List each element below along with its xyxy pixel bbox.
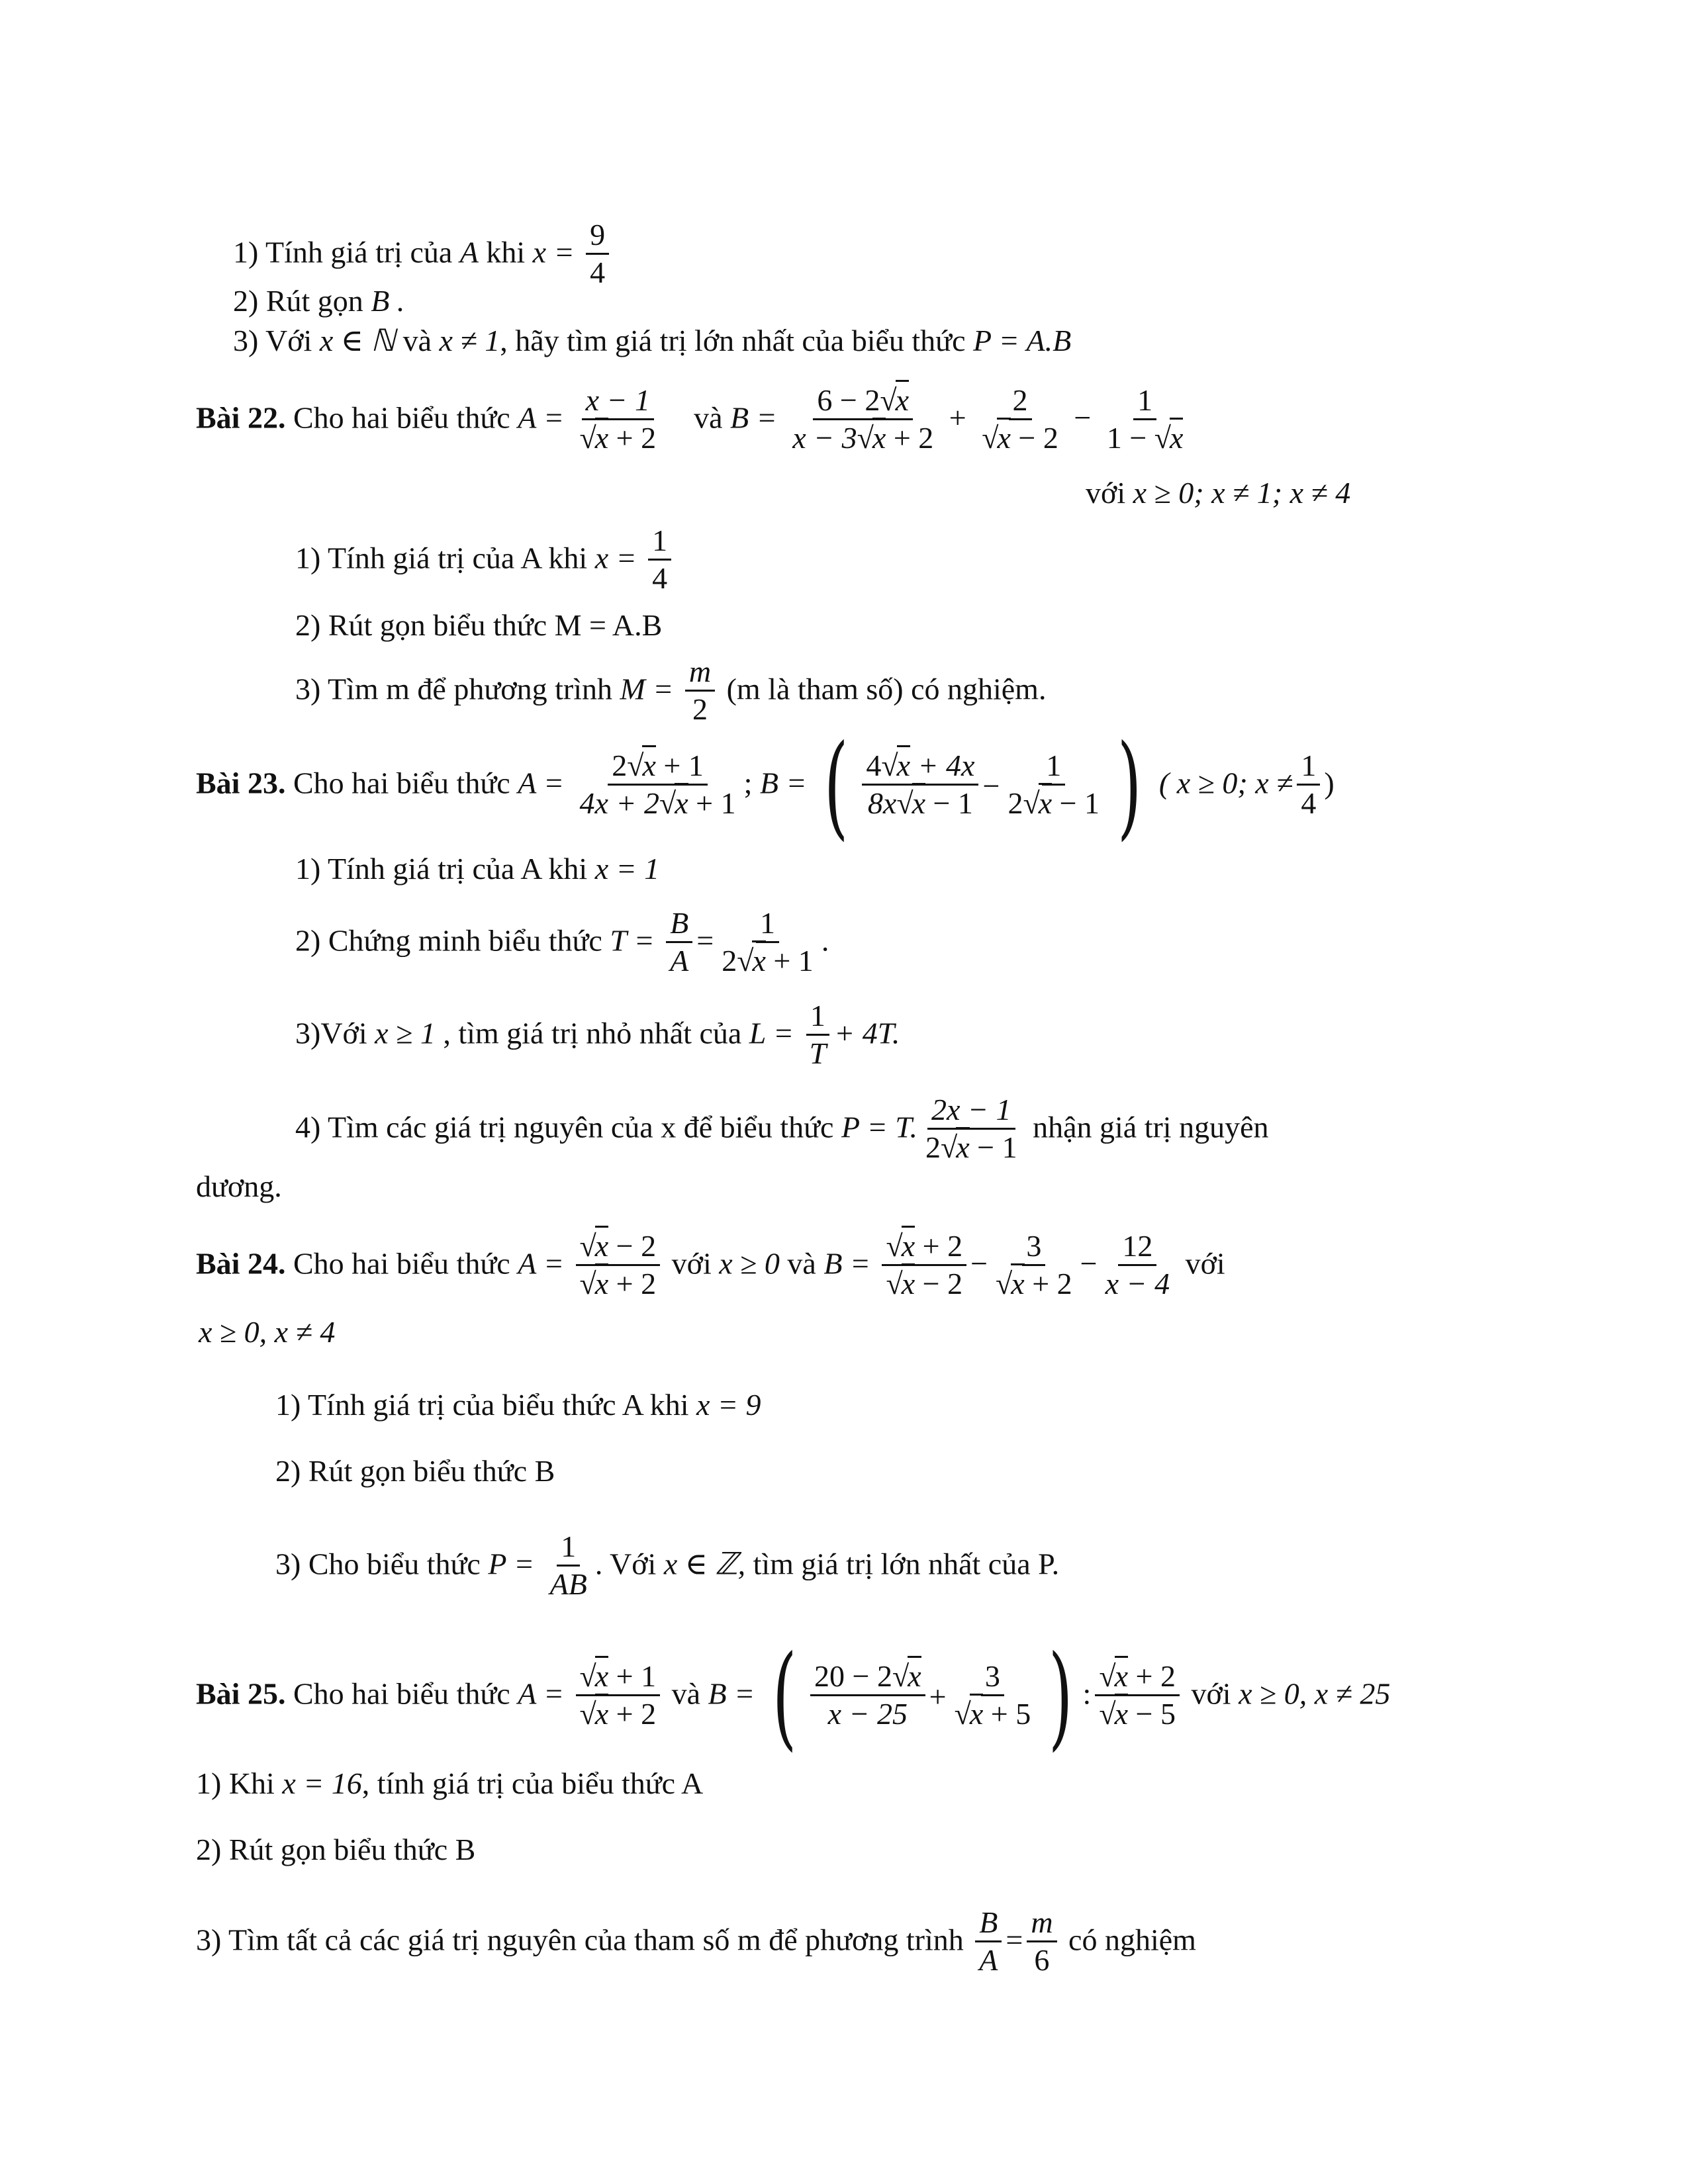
b22-heading: Bài 22. Cho hai biểu thức A = $\frac{x - 1}{√x + 2}$ và B = $\frac{6 - 2√x}{x - 3√x + 2}$ + $\frac{2}{√x - 2}$ − $\frac{1}{1 - √x}$	[196, 384, 1191, 458]
fraction-B2: $\frac{3}{√x + 2}$	[996, 1228, 1072, 1301]
fraction-B3: $\frac{√x + 2}{√x - 5}$	[1095, 1659, 1180, 1733]
b24-condition: x ≥ 0, x ≠ 4	[199, 1315, 336, 1349]
b24-item-3: 3) Cho biểu thức P = $\frac{1}{AB}$ . Với x ∈ ℤ, tìm giá trị lớn nhất của P.	[275, 1529, 1060, 1602]
b24-item-2: 2) Rút gọn biểu thức B	[275, 1454, 555, 1488]
fraction-B3: $\frac{1}{1 - √x}$	[1106, 383, 1184, 455]
fraction-B2: $\frac{1}{2√x - 1}$	[1008, 748, 1100, 821]
b22-condition: với x ≥ 0; x ≠ 1; x ≠ 4	[1086, 476, 1351, 510]
b21-item-1: 1) Tính giá trị của A khi x = $\frac{9}{4}$	[233, 218, 613, 293]
b23-item-3: 3)Với x ≥ 1 , tìm giá trị nhỏ nhất của L = $\frac{1}{T}$ + 4T.	[295, 998, 900, 1071]
b23-item-4-cont: dương.	[196, 1169, 282, 1203]
b24-item-1: 1) Tính giá trị của biểu thức A khi x = 9	[275, 1388, 761, 1422]
b22-item-3: 3) Tìm m để phương trình M = $\frac{m}{2}$ (m là tham số) có nghiệm.	[295, 654, 1047, 727]
fraction: $\frac{9}{4}$	[586, 217, 609, 291]
fraction-B1: $\frac{20 - 2√x}{x - 25}$	[810, 1659, 925, 1733]
b22-item-2: 2) Rút gọn biểu thức M = A.B	[295, 608, 663, 642]
b23-item-1: 1) Tính giá trị của A khi x = 1	[295, 852, 660, 886]
fraction-A: $\frac{√x + 1}{√x + 2}$	[576, 1659, 661, 1733]
fraction-A: $\frac{2√x + 1}{4x + 2√x + 1}$	[576, 748, 740, 822]
b25-item-3: 3) Tìm tất cả các giá trị nguyên của tham số m để phương trình $\frac{B}{A}$ = $\frac{m}{6}$ có nghiệm	[196, 1905, 1196, 1978]
fraction-B1: $\frac{4√x + 4x}{8x√x - 1}$	[862, 748, 978, 822]
b21-item-3: 3) Với x ∈ ℕ và x ≠ 1, hãy tìm giá trị lớn nhất của biểu thức P = A.B	[233, 324, 1072, 357]
b25-heading: Bài 25. Cho hai biểu thức A = $\frac{√x + 1}{√x + 2}$ và B = ( $\frac{20 - 2√x}{x - 25}$ + $\frac{3}{√x + 5}$ ) : $\frac{√x + 2}{√x - 5}$ với x ≥ 0, x ≠ 25	[196, 1631, 1391, 1762]
fraction-B1: $\frac{6 - 2√x}{x - 3√x + 2}$	[788, 383, 937, 457]
b23-item-4: 4) Tìm các giá trị nguyên của x để biểu thức P = T. $\frac{2x - 1}{2√x - 1}$ nhận giá trị nguyên	[295, 1092, 1269, 1165]
fraction-B2: $\frac{3}{√x + 5}$	[954, 1659, 1031, 1731]
fraction-A: $\frac{√x - 2}{√x + 2}$	[576, 1228, 661, 1302]
b23-item-2: 2) Chứng minh biểu thức T = $\frac{B}{A}$ = $\frac{1}{2√x + 1}$ .	[295, 905, 829, 978]
b21-item-2: 2) Rút gọn B .	[233, 284, 405, 318]
b22-item-1: 1) Tính giá trị của A khi x = $\frac{1}{4}$	[295, 524, 675, 598]
fraction-A: $\frac{x - 1}{√x + 2}$	[579, 383, 657, 455]
b25-item-2: 2) Rút gọn biểu thức B	[196, 1833, 476, 1866]
fraction-B3: $\frac{12}{x - 4}$	[1105, 1228, 1170, 1301]
fraction-B2: $\frac{2}{√x - 2}$	[982, 383, 1058, 455]
b24-heading: Bài 24. Cho hai biểu thức A = $\frac{√x - 2}{√x + 2}$ với x ≥ 0 và B = $\frac{√x + 2}{√x - 2}$ − $\frac{3}{√x + 2}$ − $\frac{12}{x - 4}$ với	[196, 1230, 1225, 1304]
b25-item-1: 1) Khi x = 16, tính giá trị của biểu thức A	[196, 1766, 704, 1800]
b23-heading: Bài 23. Cho hai biểu thức A = $\frac{2√x + 1}{4x + 2√x + 1}$ ; B = ( $\frac{4√x + 4x}{8x√x - 1}$ − $\frac{1}{2√x - 1}$ ) ( x ≥ 0; x ≠ $\frac{1}{4}$ )	[196, 721, 1335, 852]
fraction-B1: $\frac{√x + 2}{√x - 2}$	[882, 1228, 966, 1302]
